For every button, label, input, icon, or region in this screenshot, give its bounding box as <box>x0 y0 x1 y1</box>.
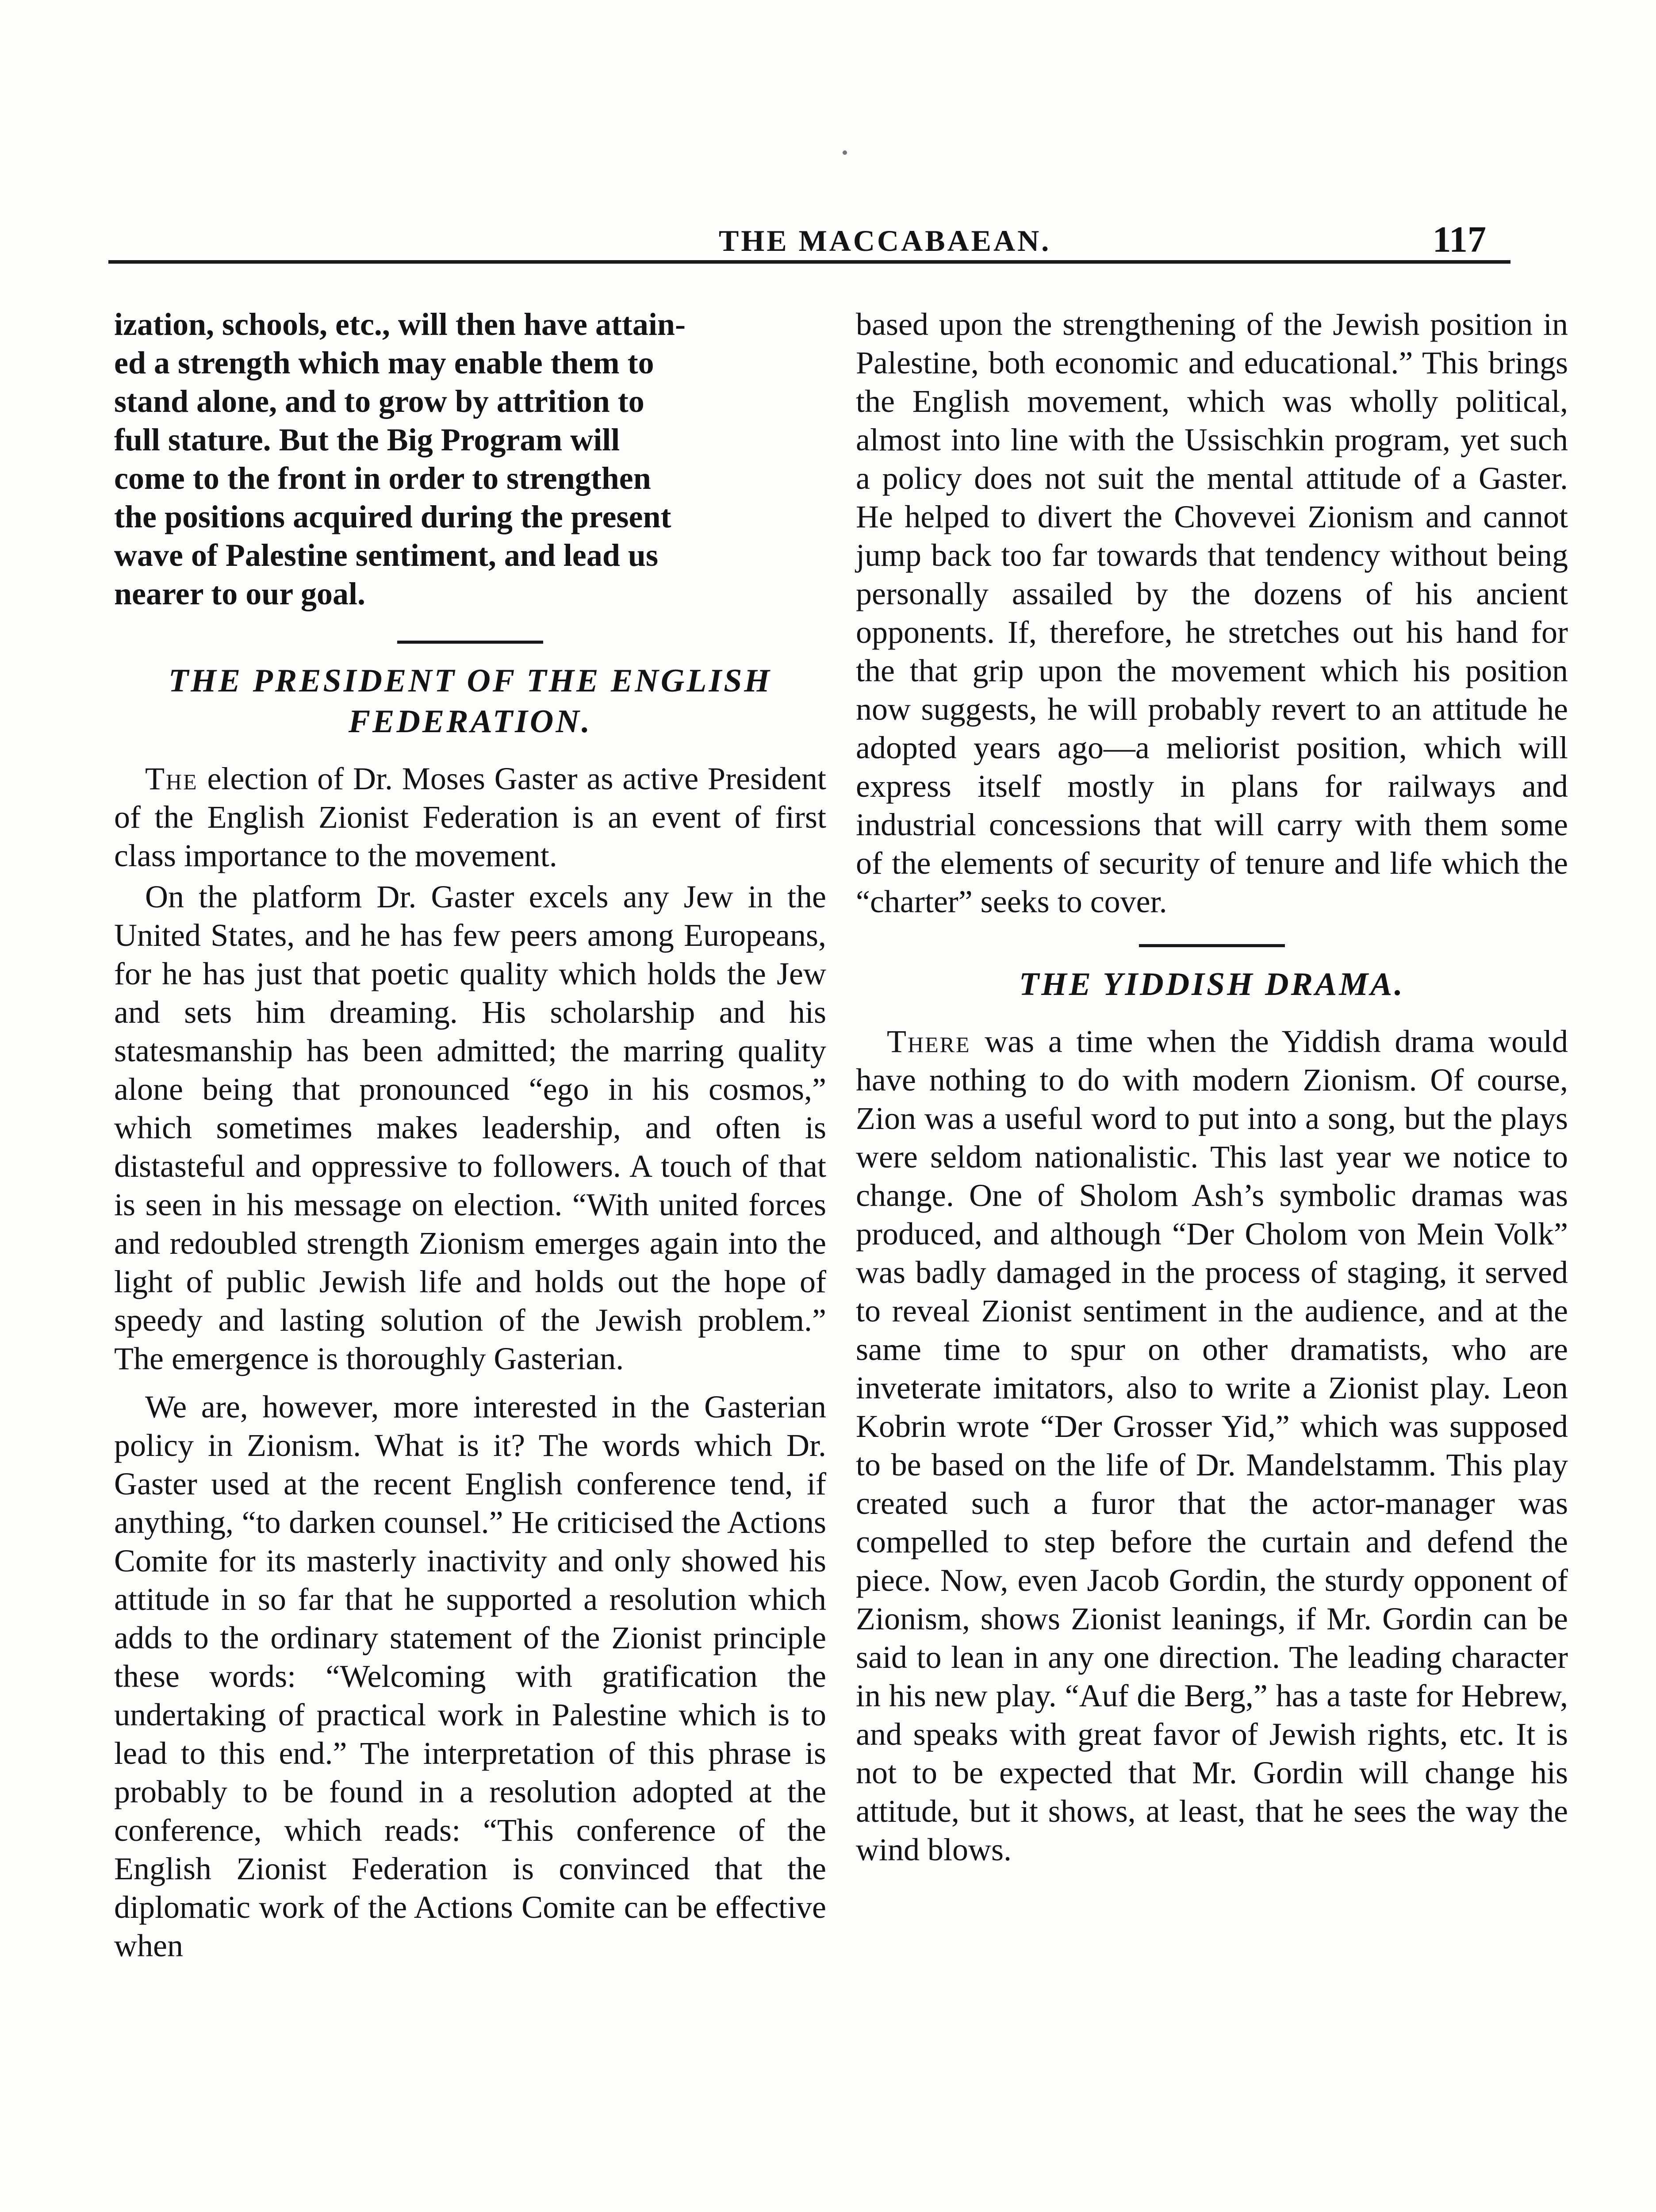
section-title-yiddish-drama: THE YIDDISH DRAMA. <box>1019 966 1405 1002</box>
continued-line: the positions acquired during the present <box>114 499 671 534</box>
header-rule <box>108 260 1510 264</box>
section-divider <box>397 641 543 644</box>
left-column <box>114 305 826 1965</box>
right-column <box>856 305 1568 1869</box>
paragraph-text: was a time when the Yiddish drama would have nothing to do with modern Zionism. Of course, Zion was a useful word to put into a song, but the plays were seldom nationalistic. This last year we notice to change. One of Sholom Ash’s symbolic dramas was produced, and although “Der Cholom von Mein Volk” was badly damaged in the process of staging, it served to reveal Zionist sentiment in the audience, and at the same time to spur on other dramatists, who are inveterate imitators, also to write a Zionist play. Leon Kobrin wrote “Der Grosser Yid,” which was supposed to be based on the life of Dr. Mandelstamm. This play created such a furor that the actor-manager was compelled to step before the curtain and defend the piece. Now, even Jacob Gordin, the sturdy opponent of Zionism, shows Zionist leanings, if Mr. Gordin can be said to lean in any one direction. The leading character in his new play. “Auf die Berg,” has a taste for Hebrew, and speaks with great favor of Jewish rights, etc. It is not to be expected that Mr. Gordin will change his attitude, but it shows, at least, that he sees the way the wind blows. <box>856 1024 1568 1867</box>
paragraph-text: election of Dr. Moses Gaster as active President of the English Zionist Federation is an event of first class importance to the movement. <box>114 761 826 873</box>
continued-line: come to the front in order to strengthen <box>114 461 651 496</box>
article-paragraph: On the platform Dr. Gaster excels any Jew in the United States, and he has few peers among Europeans, for he has just that poetic quality which holds the Jew and sets him dreaming. His scholarship and his statesmanship has been admitted; the marring quality alone being that pronounced “ego in his cosmos,” which sometimes makes leadership, and often is distasteful and oppressive to followers. A touch of that is seen in his message on election. “With united forces and redoubled strength Zionism emerges again into the light of public Jewish life and holds out the hope of speedy and lasting solution of the Jewish problem.” The emergence is thoroughly Gasterian. <box>114 879 826 1376</box>
continued-line: wave of Palestine sentiment, and lead us <box>114 538 658 573</box>
article-paragraph: We are, however, more interested in the Gasterian policy in Zionism. What is it? The words which Dr. Gaster used at the recent English conference tend, if anything, “to darken counsel.” He criticised the Actions Comite for its masterly inactivity and only showed his attitude in so far that he supported a resolution which adds to the ordinary statement of the Zionist principle these words: “Welcoming with gratification the undertaking of practical work in Palestine which is to lead to this end.” The interpretation of this phrase is probably to be found in a resolution adopted at the conference, which reads: “This conference of the English Zionist Federation is convinced that the diplomatic work of the Actions Comite can be effective when <box>114 1389 826 1963</box>
section-divider <box>1139 944 1285 947</box>
section-title-president <box>114 661 826 742</box>
article-paragraph <box>114 760 826 875</box>
paragraph-dropword: There <box>887 1024 971 1059</box>
continued-line: ization, schools, etc., will then have attain- <box>114 307 686 342</box>
continued-paragraph <box>114 305 826 613</box>
article-paragraph <box>856 1022 1568 1869</box>
continued-line: nearer to our goal. <box>114 576 365 611</box>
section-title-line: THE PRESIDENT OF THE ENGLISH <box>169 663 772 699</box>
running-title: THE MACCABAEAN. <box>719 224 1051 257</box>
section-title-line: FEDERATION. <box>348 703 592 740</box>
continued-line: stand alone, and to grow by attrition to <box>114 384 644 419</box>
continued-line: ed a strength which may enable them to <box>114 345 654 380</box>
running-head <box>108 219 1510 263</box>
scan-speck <box>843 150 847 155</box>
page-number: 117 <box>1432 219 1486 260</box>
continued-line: full stature. But the Big Program will <box>114 422 620 457</box>
paragraph-dropword: The <box>145 761 198 796</box>
article-paragraph: based upon the strengthening of the Jewish position in Palestine, both economic and educational.” This brings the English movement, which was wholly political, almost into line with the Ussischkin program, yet such a policy does not suit the mental attitude of a Gaster. He helped to divert the Chovevei Zionism and cannot jump back too far towards that tendency without being personally assailed by the dozens of his ancient opponents. If, therefore, he stretches out his hand for the that grip upon the movement which his position now suggests, he will probably revert to an attitude he adopted years ago—a meliorist position, which will express itself mostly in plans for railways and industrial concessions that will carry with them some of the elements of security of tenure and life which the “charter” seeks to cover. <box>856 307 1568 919</box>
